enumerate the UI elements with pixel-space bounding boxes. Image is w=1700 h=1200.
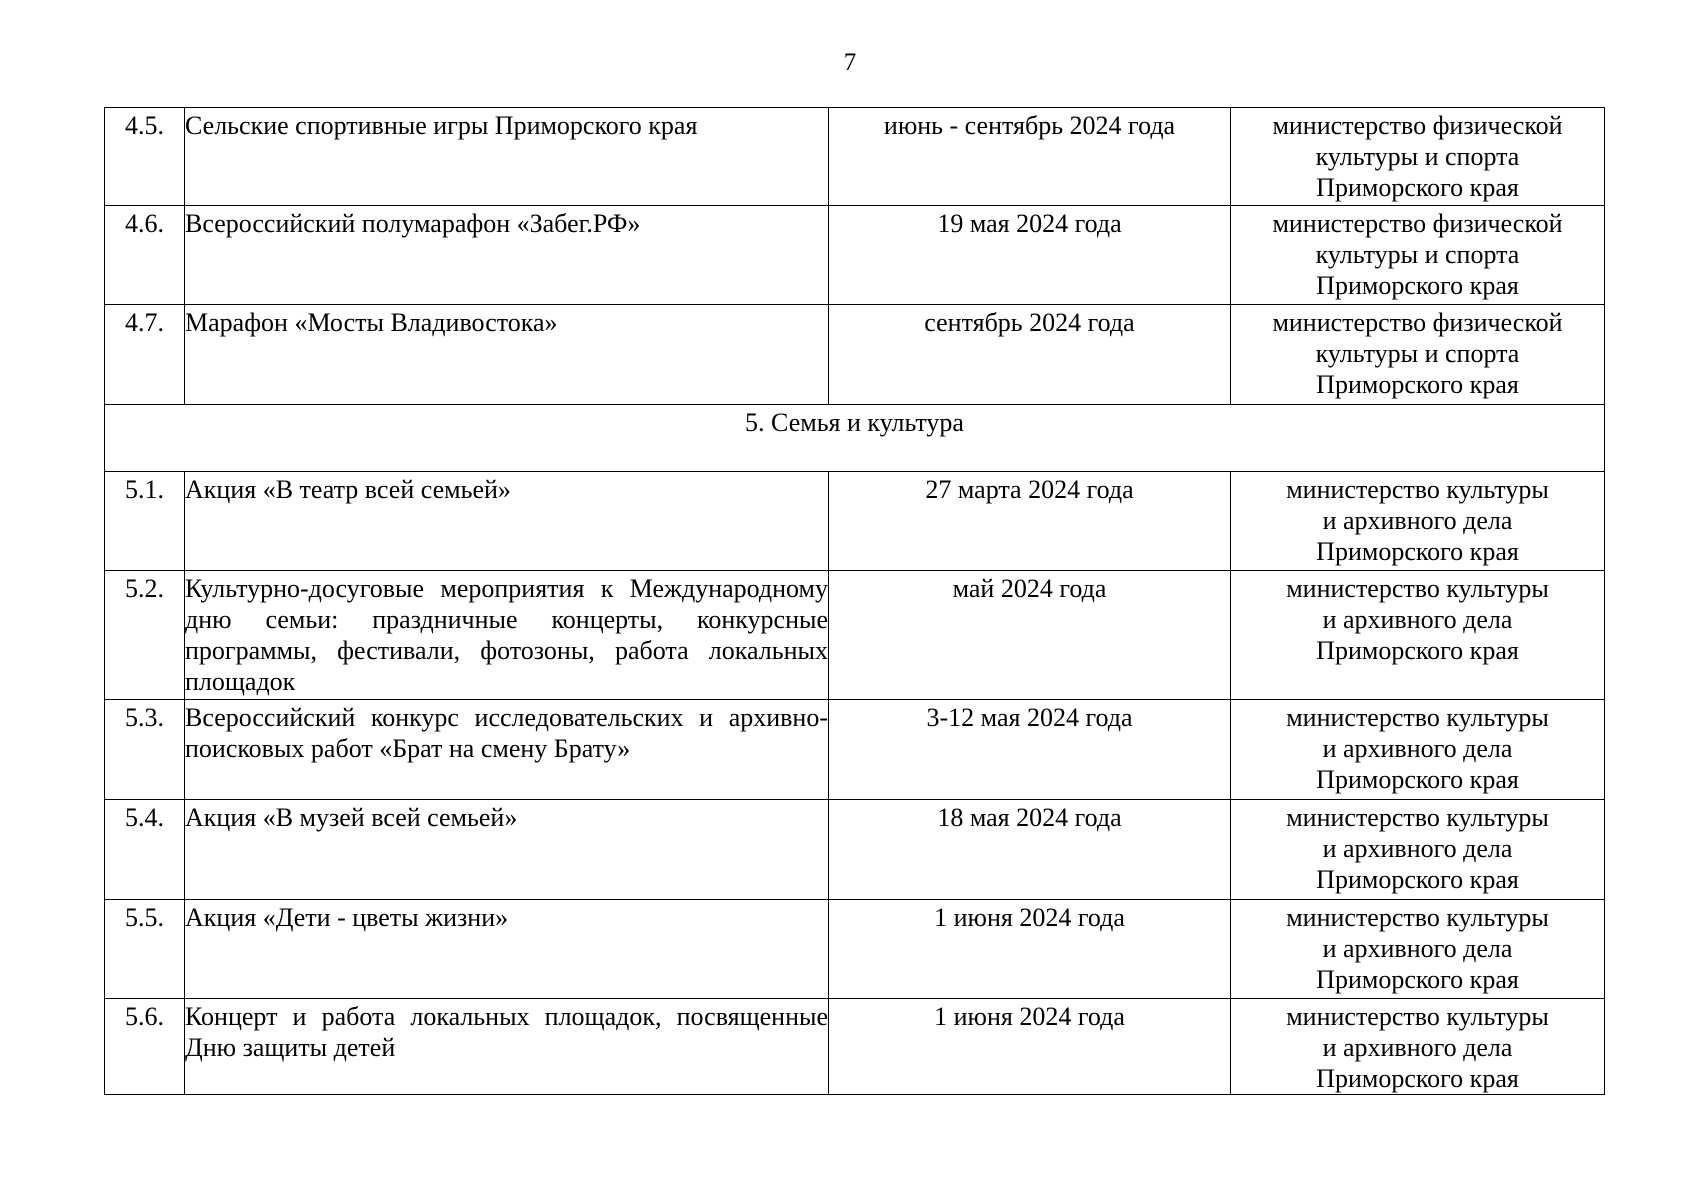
responsible-org	[1231, 472, 1605, 571]
org-line: Приморского края	[1316, 173, 1519, 202]
org-line: и архивного дела	[1322, 834, 1513, 863]
item-number: 5.6.	[105, 999, 185, 1095]
event-title: Акция «Дети - цветы жизни»	[185, 900, 829, 999]
org-line: Приморского края	[1316, 537, 1519, 566]
responsible-org	[1231, 305, 1605, 405]
event-date: 1 июня 2024 года	[829, 999, 1231, 1095]
item-number: 4.7.	[105, 305, 185, 405]
responsible-org	[1231, 999, 1605, 1095]
org-line: министерство физической	[1272, 308, 1563, 337]
item-number: 5.3.	[105, 700, 185, 800]
responsible-org	[1231, 900, 1605, 999]
event-date: 27 марта 2024 года	[829, 472, 1231, 571]
org-line: министерство культуры	[1286, 803, 1549, 832]
org-line: и архивного дела	[1322, 734, 1513, 763]
table-row	[105, 305, 1605, 405]
page-number: 7	[843, 49, 857, 76]
table-row	[105, 108, 1605, 206]
org-line: Приморского края	[1316, 865, 1519, 894]
org-line: и архивного дела	[1322, 1033, 1513, 1062]
org-line: министерство культуры	[1286, 1002, 1549, 1031]
event-date: май 2024 года	[829, 571, 1231, 700]
event-title: Культурно-досуговые мероприятия к Международному дню семьи: праздничные концерты, конкурсные программы, фестивали, фотозоны, работа локальных площадок	[185, 571, 829, 700]
org-line: Приморского края	[1316, 370, 1519, 399]
responsible-org	[1231, 206, 1605, 305]
org-line: культуры и спорта	[1315, 339, 1520, 368]
org-line: Приморского края	[1316, 965, 1519, 994]
responsible-org	[1231, 700, 1605, 800]
event-date: 18 мая 2024 года	[829, 800, 1231, 900]
table-row	[105, 571, 1605, 700]
table-row	[105, 900, 1605, 999]
section-title: 5. Семья и культура	[105, 405, 1605, 472]
event-date: 19 мая 2024 года	[829, 206, 1231, 305]
section-row	[105, 405, 1605, 472]
event-title: Марафон «Мосты Владивостока»	[185, 305, 829, 405]
event-title: Сельские спортивные игры Приморского края	[185, 108, 829, 206]
org-line: министерство культуры	[1286, 574, 1549, 603]
org-line: и архивного дела	[1322, 934, 1513, 963]
event-date: 3-12 мая 2024 года	[829, 700, 1231, 800]
table-row	[105, 206, 1605, 305]
event-date: июнь - сентябрь 2024 года	[829, 108, 1231, 206]
org-line: Приморского края	[1316, 1064, 1519, 1093]
org-line: Приморского края	[1316, 271, 1519, 300]
table-row	[105, 999, 1605, 1095]
responsible-org	[1231, 800, 1605, 900]
org-line: Приморского края	[1316, 765, 1519, 794]
table-row	[105, 800, 1605, 900]
event-title: Акция «В театр всей семьей»	[185, 472, 829, 571]
event-title: Акция «В музей всей семьей»	[185, 800, 829, 900]
event-title: Всероссийский конкурс исследовательских и архивно-поисковых работ «Брат на смену Брату»	[185, 700, 829, 800]
org-line: министерство культуры	[1286, 703, 1549, 732]
event-title: Всероссийский полумарафон «Забег.РФ»	[185, 206, 829, 305]
org-line: и архивного дела	[1322, 506, 1513, 535]
org-line: и архивного дела	[1322, 605, 1513, 634]
org-line: культуры и спорта	[1315, 240, 1520, 269]
item-number: 5.2.	[105, 571, 185, 700]
org-line: министерство культуры	[1286, 475, 1549, 504]
event-date: 1 июня 2024 года	[829, 900, 1231, 999]
org-line: культуры и спорта	[1315, 142, 1520, 171]
responsible-org	[1231, 571, 1605, 700]
org-line: Приморского края	[1316, 636, 1519, 665]
item-number: 5.5.	[105, 900, 185, 999]
org-line: министерство физической	[1272, 111, 1563, 140]
events-table	[104, 107, 1605, 1095]
item-number: 4.5.	[105, 108, 185, 206]
event-date: сентябрь 2024 года	[829, 305, 1231, 405]
item-number: 5.4.	[105, 800, 185, 900]
org-line: министерство физической	[1272, 209, 1563, 238]
table-row	[105, 700, 1605, 800]
item-number: 5.1.	[105, 472, 185, 571]
event-title: Концерт и работа локальных площадок, посвященные Дню защиты детей	[185, 999, 829, 1095]
org-line: министерство культуры	[1286, 903, 1549, 932]
table-row	[105, 472, 1605, 571]
item-number: 4.6.	[105, 206, 185, 305]
responsible-org	[1231, 108, 1605, 206]
